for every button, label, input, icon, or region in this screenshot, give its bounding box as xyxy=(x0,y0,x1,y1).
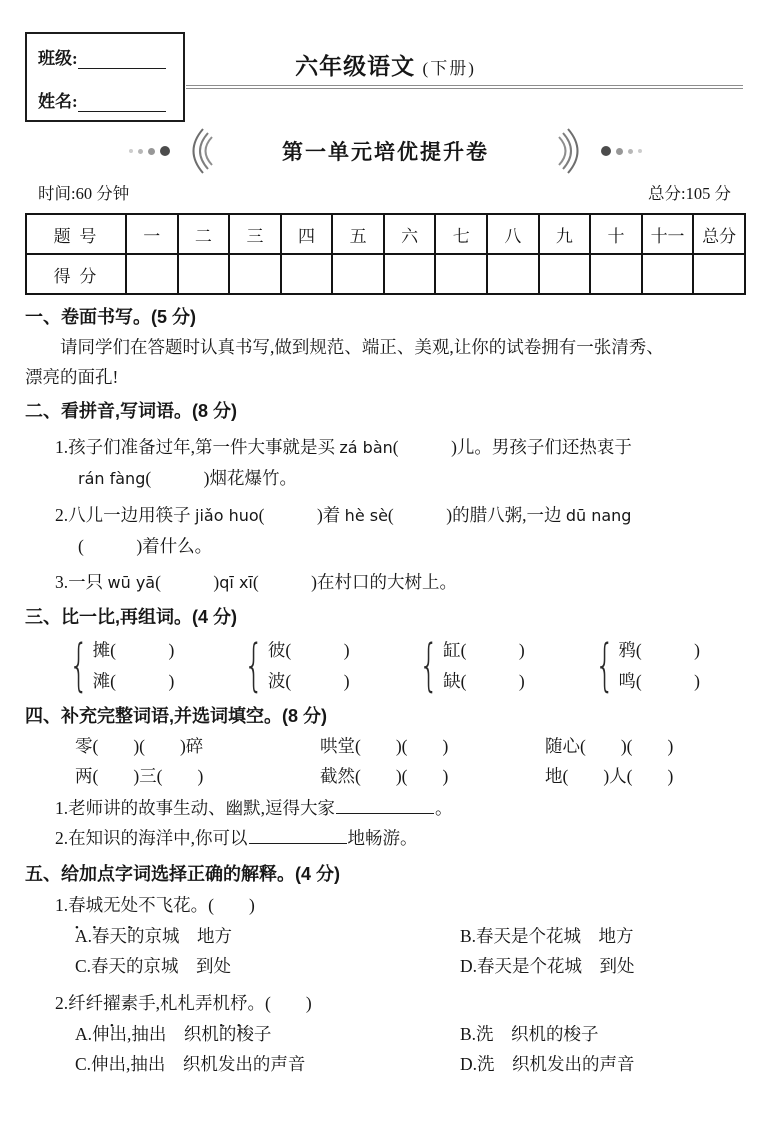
book-subtitle: (下册) xyxy=(422,59,476,78)
word-bottom: 鸣( ) xyxy=(618,671,700,691)
score-cell xyxy=(229,254,281,294)
option-a: A.伸出,抽出 织机的梭子 xyxy=(75,1024,272,1044)
banner-title: 第一单元培优提升卷 xyxy=(282,141,489,164)
section3-word-groups xyxy=(25,632,748,699)
option-d: D.春天是个花城 到处 xyxy=(460,956,635,976)
section5-q2 xyxy=(25,987,748,1019)
item1-pinyin-zaban: zá bàn xyxy=(339,438,393,457)
item3-line1 xyxy=(55,567,748,598)
total-score: 总分:105 分 xyxy=(648,184,731,203)
col-8: 八 xyxy=(487,214,539,254)
score-cell-total xyxy=(693,254,745,294)
section3-heading: 三、比一比,再组词。(4 分) xyxy=(25,607,237,627)
col-1: 一 xyxy=(126,214,178,254)
item3-pinyin-qixi: qī xī xyxy=(219,573,253,592)
word-top: 彼( ) xyxy=(267,640,350,660)
fill1-text2: 。 xyxy=(435,798,453,818)
book-title-text: 六年级语文 xyxy=(295,53,416,79)
idiom: 零( )( )碎 xyxy=(75,736,204,756)
word-top: 缸( ) xyxy=(443,640,525,660)
section5-heading: 五、给加点字词选择正确的解释。(4 分) xyxy=(25,864,340,884)
q1-dotted-char: 城 xyxy=(85,895,104,915)
score-cell xyxy=(642,254,694,294)
brace-icon: { xyxy=(244,633,264,698)
header-double-rule xyxy=(186,85,743,89)
option-c: C.伸出,抽出 织机发出的声音 xyxy=(75,1054,306,1074)
score-cell xyxy=(487,254,539,294)
question-number-label: 题 号 xyxy=(26,214,126,254)
q2-dotted-char: 机 xyxy=(212,993,230,1013)
book-title xyxy=(0,48,771,81)
score-table xyxy=(25,213,746,295)
section1-text-line2: 漂亮的面孔! xyxy=(25,367,119,387)
word-bottom: 滩( ) xyxy=(92,671,175,691)
item1-text2: ( )儿。男孩子们还热衷于 xyxy=(392,437,632,457)
q1-dotted-char: 春 xyxy=(68,895,86,915)
banner-arc-left-icon xyxy=(183,128,213,174)
fill2-text: 2.在知识的海洋中,你可以 xyxy=(55,828,248,848)
item2-pinyin-hese: hè sè xyxy=(344,506,388,525)
col-7: 七 xyxy=(435,214,487,254)
option-a: A.春天的京城 地方 xyxy=(75,926,233,946)
col-3: 三 xyxy=(229,214,281,254)
score-cell xyxy=(332,254,384,294)
score-cell xyxy=(281,254,333,294)
q1-number: 1. xyxy=(55,895,69,915)
name-blank-line xyxy=(78,94,166,112)
idiom: 随心( )( ) xyxy=(545,736,674,756)
idiom: 两( )三( ) xyxy=(75,766,204,786)
item2-line2 xyxy=(55,531,748,561)
word-group-3 xyxy=(411,635,524,697)
item1-line1 xyxy=(55,432,748,463)
score-cell xyxy=(539,254,591,294)
banner-dots-right-icon xyxy=(601,146,642,156)
option-b: B.洗 织机的梭子 xyxy=(460,1024,599,1044)
class-label: 班级: xyxy=(38,49,78,68)
item1-line2 xyxy=(55,463,748,494)
section2-heading: 二、看拼音,写词语。(8 分) xyxy=(25,401,237,421)
time-limit: 时间:60 分钟 xyxy=(38,184,130,203)
brace-icon: { xyxy=(594,633,615,698)
unit-banner xyxy=(0,128,771,174)
item2-text: 2.八儿一边用筷子 xyxy=(55,505,195,525)
item2-text3: ( )的腊八粥,一边 xyxy=(387,505,566,525)
item2-text4: ( )着什么。 xyxy=(78,536,213,556)
item1-text3: ( )烟花爆竹。 xyxy=(145,468,297,488)
item1-text: 1.孩子们准备过年,第一件大事就是买 xyxy=(55,437,340,457)
section4-heading: 四、补充完整词语,并选词填空。(8 分) xyxy=(25,706,327,726)
score-cell xyxy=(384,254,436,294)
score-cell xyxy=(590,254,642,294)
paper-body xyxy=(25,302,748,1079)
col-5: 五 xyxy=(332,214,384,254)
idiom: 地( )人( ) xyxy=(545,766,674,786)
score-cell xyxy=(126,254,178,294)
word-group-4 xyxy=(587,635,700,697)
option-c: C.春天的京城 到处 xyxy=(75,956,232,976)
col-11: 十一 xyxy=(642,214,694,254)
section4-idioms-row2 xyxy=(25,761,748,791)
q2-text2: 。( ) xyxy=(247,993,312,1013)
q1-text: 无 xyxy=(103,895,121,915)
score-table-score-row xyxy=(26,254,745,294)
fill2-blank-line xyxy=(249,827,347,845)
section1-heading: 一、卷面书写。(5 分) xyxy=(25,307,196,327)
item3-text2: ( ) xyxy=(155,572,220,592)
col-10: 十 xyxy=(590,214,642,254)
brace-icon: { xyxy=(69,633,89,698)
fill2-text2: 地畅游。 xyxy=(347,828,418,848)
score-table-header-row xyxy=(26,214,745,254)
section4-fill1 xyxy=(25,793,748,823)
name-label: 姓名: xyxy=(38,92,78,111)
option-b: B.春天是个花城 地方 xyxy=(460,926,634,946)
q2-dotted-char: 杼 xyxy=(230,993,248,1013)
col-total: 总分 xyxy=(693,214,745,254)
section4-idioms-row1 xyxy=(25,731,748,761)
q2-options-row1 xyxy=(25,1019,748,1049)
item1-pinyin-ranfang: rán fàng xyxy=(78,469,146,488)
section5-q1 xyxy=(25,889,748,921)
word-top: 鸦( ) xyxy=(618,640,700,660)
name-line xyxy=(38,87,175,112)
col-2: 二 xyxy=(178,214,230,254)
section1-text-line1: 请同学们在答题时认真书写,做到规范、端正、美观,让你的试卷拥有一张清秀、 xyxy=(60,337,664,357)
word-group-1 xyxy=(61,635,174,697)
word-bottom: 波( ) xyxy=(267,671,350,691)
q1-options-row2 xyxy=(25,951,748,981)
fill1-text: 1.老师讲的故事生动、幽默,逗得大家 xyxy=(55,798,335,818)
banner-dots-left-icon xyxy=(129,146,170,156)
q1-options-row1 xyxy=(25,921,748,951)
item2-pinyin-dunang: dū nang xyxy=(565,506,632,525)
q1-dotted-char: 处 xyxy=(120,895,139,915)
item3-text3: ( )在村口的大树上。 xyxy=(252,572,458,592)
idiom: 哄堂( )( ) xyxy=(320,736,449,756)
section2-item3 xyxy=(25,567,748,598)
option-d: D.洗 织机发出的声音 xyxy=(460,1054,635,1074)
q2-dotted-char: 擢 xyxy=(103,993,121,1013)
q2-text: 素手,札札弄 xyxy=(120,993,213,1013)
section2-item2 xyxy=(25,500,748,561)
idiom: 截然( )( ) xyxy=(320,766,449,786)
word-top: 摊( ) xyxy=(92,640,175,660)
meta-row xyxy=(38,180,731,204)
q2-number: 2.纤纤 xyxy=(55,993,104,1013)
item2-text2: ( )着 xyxy=(258,505,345,525)
section4-fill2 xyxy=(25,823,748,853)
word-bottom: 缺( ) xyxy=(443,671,525,691)
q2-options-row2 xyxy=(25,1049,748,1079)
col-6: 六 xyxy=(384,214,436,254)
section2-item1 xyxy=(25,432,748,494)
col-4: 四 xyxy=(281,214,333,254)
brace-icon: { xyxy=(419,633,440,698)
item2-line1 xyxy=(55,500,748,531)
fill1-blank-line xyxy=(336,797,434,815)
score-label: 得 分 xyxy=(26,254,126,294)
score-cell xyxy=(178,254,230,294)
word-group-2 xyxy=(236,635,349,697)
col-9: 九 xyxy=(539,214,591,254)
item3-text: 3.一只 xyxy=(55,572,108,592)
item3-pinyin-wuya: wū yā xyxy=(107,573,156,592)
banner-arc-right-icon xyxy=(558,128,588,174)
q1-text2: 不飞花。( ) xyxy=(138,895,255,915)
score-cell xyxy=(435,254,487,294)
item2-pinyin-jiaohuo: jiǎo huo xyxy=(195,506,259,525)
